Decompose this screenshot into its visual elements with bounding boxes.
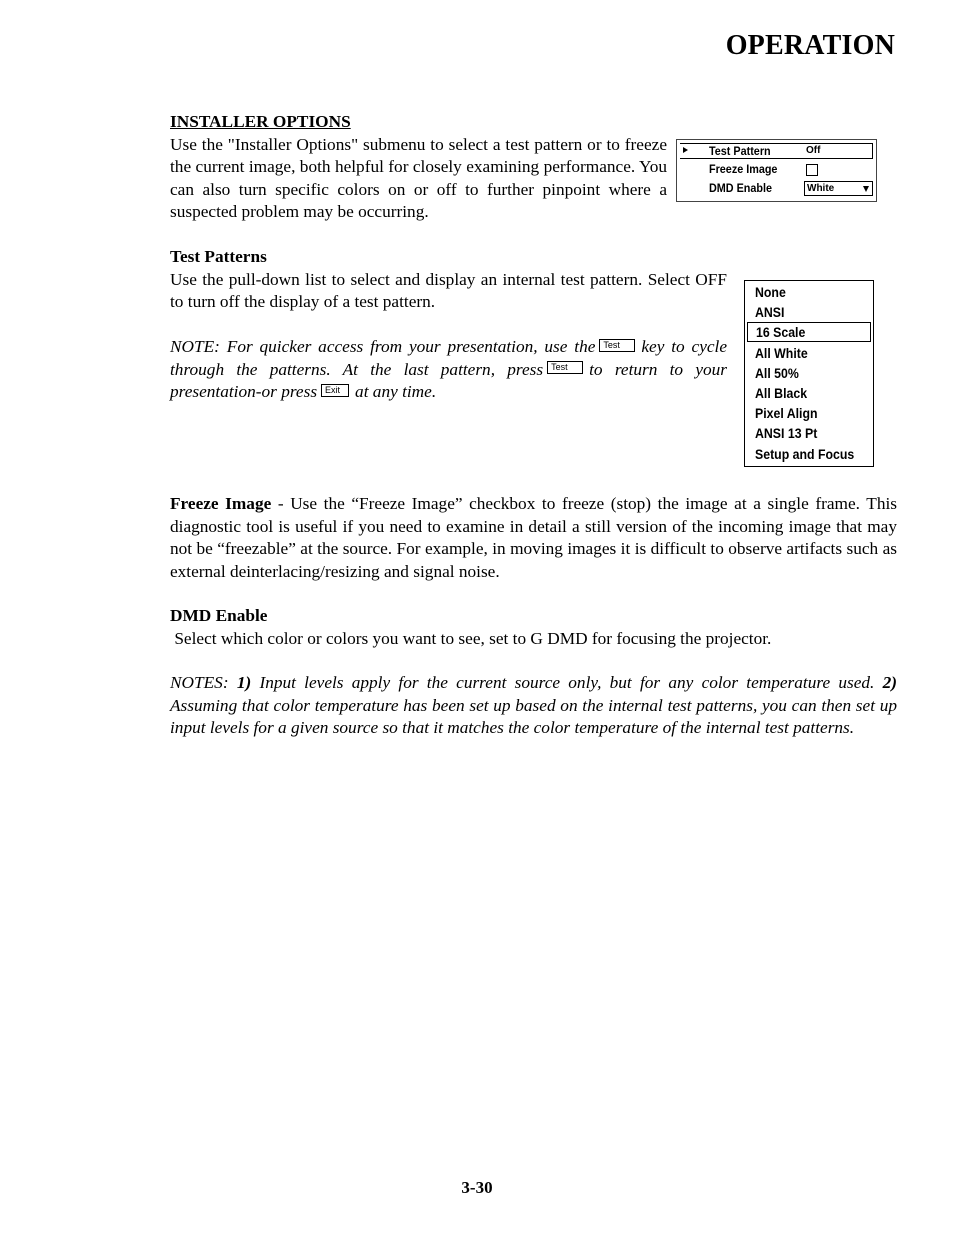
- pattern-item-label: Setup and Focus: [755, 445, 855, 462]
- menu-item-test-pattern[interactable]: Test Pattern: [709, 144, 771, 158]
- notes-section: [170, 672, 897, 740]
- pattern-item-label: 16 Scale: [756, 324, 806, 341]
- note-text-4: at any time.: [355, 382, 437, 401]
- note-text-2: key to cycle through the patterns. At the last pattern, press: [170, 337, 728, 379]
- pattern-item-none[interactable]: [747, 282, 871, 302]
- freeze-image-heading: Freeze Image: [170, 494, 272, 513]
- pattern-item-all-white[interactable]: [747, 343, 871, 363]
- dmd-enable-heading: DMD Enable: [170, 606, 268, 625]
- pattern-item-label: Pixel Align: [755, 405, 818, 422]
- freeze-image-body: - Use the “Freeze Image” checkbox to freeze (stop) the image at a single frame. This diagnostic tool is useful if you need to examine in detail a still version of the incoming image that may not be “freezable” at the source. For example, in moving images it is difficult to observe artifacts such as external deinterlacing/resizing and signal noise.: [170, 494, 897, 581]
- dmd-enable-value: White: [807, 183, 835, 194]
- pattern-item-16-scale[interactable]: [747, 322, 871, 342]
- note-text-3: to return to your presentation-or press: [170, 359, 727, 401]
- page-number: 3-30: [461, 1178, 493, 1197]
- page-title: OPERATION: [725, 30, 895, 61]
- test-patterns-heading: Test Patterns: [170, 247, 267, 266]
- installer-options-section: [170, 111, 667, 224]
- test-key-icon: Test: [599, 339, 635, 352]
- pattern-item-all-50-[interactable]: [747, 363, 871, 383]
- chevron-down-icon: [863, 186, 869, 192]
- installer-options-menu: [676, 139, 877, 202]
- note-2-text: Assuming that color temperature has been set up based on the internal test patterns, you can then set up input levels for a given source so that it matches the color temperature of the internal test patterns.: [170, 695, 897, 737]
- pattern-item-label: None: [755, 284, 786, 300]
- test-pattern-value: Off: [806, 145, 821, 156]
- pattern-item-all-black[interactable]: [747, 383, 871, 403]
- pattern-item-label: All White: [755, 344, 808, 361]
- test-key-icon: Test: [547, 361, 583, 374]
- pattern-item-label: ANSI 13 Pt: [755, 425, 818, 442]
- pattern-item-ansi-13-pt[interactable]: [747, 423, 871, 443]
- menu-item-dmd-enable[interactable]: DMD Enable: [709, 181, 773, 195]
- note-2-label: 2): [882, 673, 897, 692]
- pattern-item-label: ANSI: [755, 304, 785, 321]
- test-patterns-body: Use the pull-down list to select and display an internal test pattern. Select OFF to turn off the display of a test pattern.: [170, 269, 727, 311]
- notes-prefix: NOTES:: [170, 673, 237, 692]
- pattern-item-label: All Black: [755, 385, 808, 401]
- menu-pointer-icon: [683, 147, 688, 153]
- installer-options-heading: INSTALLER OPTIONS: [170, 112, 351, 131]
- pattern-item-pixel-align[interactable]: [747, 403, 871, 423]
- menu-item-freeze-image[interactable]: Freeze Image: [709, 162, 778, 176]
- note-text-1: NOTE: For quicker access from your presentation, use the: [170, 337, 596, 356]
- dmd-enable-body: Select which color or colors you want to see, set to G DMD for focusing the projector.: [170, 628, 772, 648]
- note-1-text: Input levels apply for the current source only, but for any color temperature used.: [251, 673, 883, 692]
- dmd-enable-section: [170, 605, 897, 650]
- test-patterns-note: [170, 336, 727, 404]
- installer-options-body: Use the "Installer Options" submenu to select a test pattern or to freeze the current image, both helpful for closely examining performance. You can also turn specific colors on or off to further pinpoint where a suspected problem may be occurring.: [170, 134, 667, 221]
- pattern-item-ansi[interactable]: [747, 302, 871, 322]
- dmd-enable-select[interactable]: [804, 181, 873, 196]
- pattern-item-label: All 50%: [755, 364, 799, 381]
- exit-key-icon: Exit: [321, 384, 349, 397]
- freeze-image-section: [170, 493, 897, 583]
- test-patterns-section: [170, 246, 727, 404]
- note-1-label: 1): [236, 673, 252, 692]
- pattern-item-setup-and-focus[interactable]: [747, 444, 871, 464]
- freeze-image-checkbox[interactable]: [806, 164, 818, 176]
- test-pattern-list[interactable]: [744, 280, 874, 467]
